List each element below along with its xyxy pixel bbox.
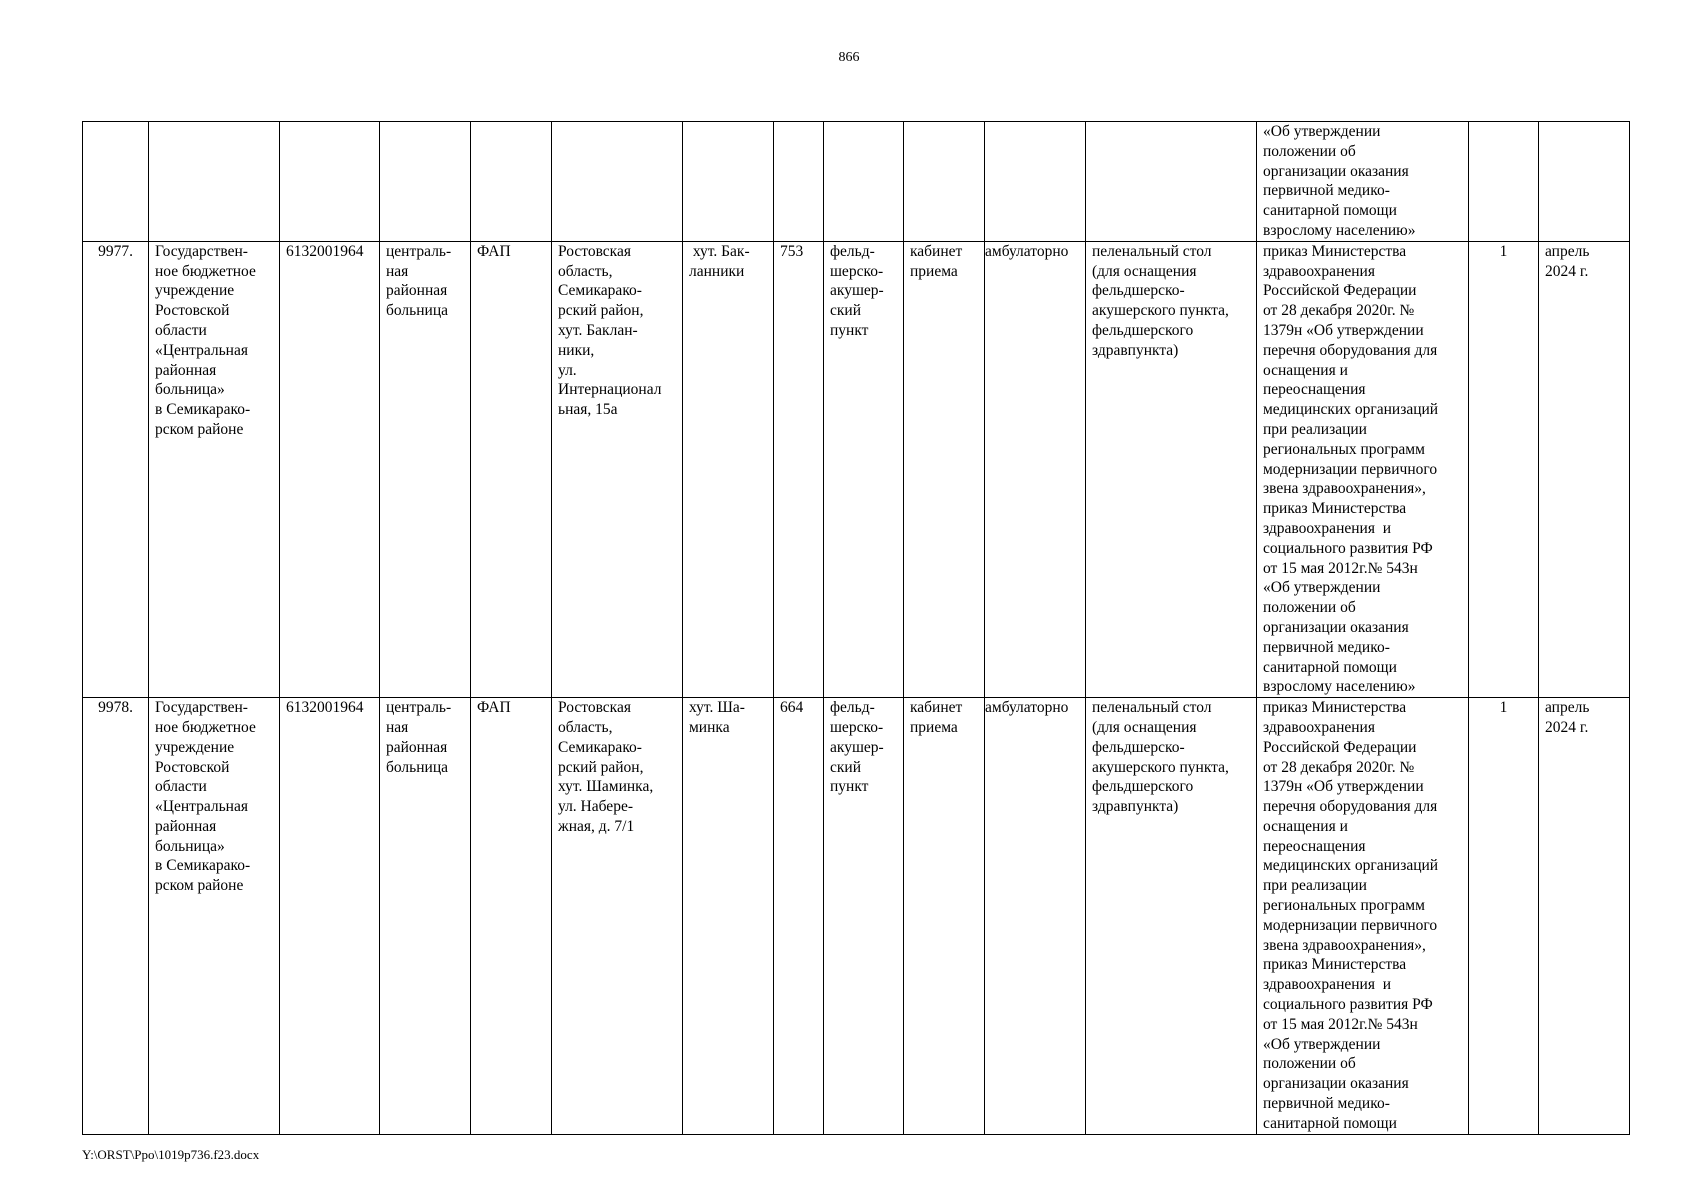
text-line: больница» — [155, 837, 225, 855]
text-line: хут. Ша- — [689, 699, 745, 717]
cell-quantity: 1 — [1469, 241, 1539, 697]
text-line: медицинских организаций — [1263, 401, 1439, 419]
text-line: первичной медико- — [1263, 1095, 1390, 1113]
text-line: кабинет — [910, 699, 963, 717]
text-line: приказ Министерства — [1263, 956, 1407, 974]
text-line: медицинских организаций — [1263, 857, 1439, 875]
text-line: перечня оборудования для — [1263, 341, 1438, 359]
text-line: жная, д. 7/1 — [558, 817, 635, 835]
text-line: учреждение — [155, 738, 235, 756]
text-line: положении об — [1263, 1055, 1356, 1073]
text-line: первичной медико- — [1263, 182, 1390, 200]
text-line: положении об — [1263, 142, 1356, 160]
text-line: «Об утверждении — [1263, 123, 1381, 140]
cell-type — [380, 241, 471, 697]
text-line: от 15 мая 2012г.№ 543н — [1263, 1015, 1418, 1033]
text-line: централь- — [386, 699, 452, 717]
text-line: фельд- — [830, 699, 875, 717]
continuation-row — [83, 122, 1630, 242]
text-line: апрель — [1545, 699, 1590, 717]
text-line: рский район, — [558, 302, 644, 320]
text-line: фельдшерского — [1092, 778, 1194, 796]
text-line: здравоохранения и — [1263, 519, 1392, 537]
text-line: в Семикарако- — [155, 401, 251, 419]
text-line: «Об утверждении — [1263, 579, 1381, 597]
text-line: «Центральная — [155, 341, 248, 359]
text-line: фельдшерско- — [1092, 738, 1185, 756]
cell-equipment — [1086, 698, 1257, 1135]
text-line: от 15 мая 2012г.№ 543н — [1263, 559, 1418, 577]
text-line: организации оказания — [1263, 1075, 1409, 1093]
text-line: приказ Министерства — [1263, 500, 1407, 518]
text-line: от 28 декабря 2020г. № — [1263, 758, 1415, 776]
cell-settlement — [683, 698, 774, 1135]
text-line: фельд- — [830, 242, 875, 260]
text-line: пеленальный стол — [1092, 699, 1212, 717]
text-line: районная — [386, 282, 448, 300]
text-line: ский — [830, 302, 861, 320]
text-line: шерско- — [830, 718, 884, 736]
text-line: область, — [558, 262, 613, 280]
text-line: санитарной помощи — [1263, 202, 1397, 220]
cell-care-form — [985, 122, 1086, 242]
text-line: больница» — [155, 381, 225, 399]
text-line: ул. Набере- — [558, 798, 633, 816]
text-line: Государствен- — [155, 699, 248, 717]
text-line: районная — [155, 817, 217, 835]
cell-institution — [149, 698, 280, 1135]
text-line: 1379н «Об утверждении — [1263, 321, 1424, 339]
text-line: организации оказания — [1263, 162, 1409, 180]
text-line: приказ Министерства — [1263, 242, 1407, 260]
equipment-registry-table — [82, 121, 1630, 1135]
text-line: Ростовской — [155, 302, 230, 320]
cell-institution — [149, 122, 280, 242]
text-line: «Центральная — [155, 798, 248, 816]
text-line: ное бюджетное — [155, 718, 256, 736]
cell-type — [380, 698, 471, 1135]
cell-facility — [824, 698, 904, 1135]
text-line: перечня оборудования для — [1263, 798, 1438, 816]
text-line: в Семикарако- — [155, 857, 251, 875]
cell-address — [552, 122, 683, 242]
cell-document — [1257, 122, 1469, 242]
text-line: рском районе — [155, 420, 244, 438]
text-line: минка — [689, 718, 730, 736]
text-line: акушер- — [830, 282, 884, 300]
cell-unit: ФАП — [471, 241, 552, 697]
text-line: при реализации — [1263, 420, 1367, 438]
cell-care-form: амбулаторно — [985, 698, 1086, 1135]
cell-institution — [149, 241, 280, 697]
text-line: (для оснащения — [1092, 262, 1197, 280]
text-line: Интернационал — [558, 381, 662, 399]
text-line: пункт — [830, 321, 869, 339]
text-line: социального развития РФ — [1263, 539, 1433, 557]
cell-unit: ФАП — [471, 698, 552, 1135]
text-line: модернизации первичного — [1263, 916, 1438, 934]
cell-document — [1257, 698, 1469, 1135]
text-line: положении об — [1263, 599, 1356, 617]
cell-inn — [280, 122, 380, 242]
text-line: хут. Бак- — [689, 242, 750, 260]
text-line: Российской Федерации — [1263, 282, 1417, 300]
text-line: модернизации первичного — [1263, 460, 1438, 478]
text-line: больница — [386, 302, 448, 320]
text-line: звена здравоохранения», — [1263, 936, 1426, 954]
text-line: ьная, 15а — [558, 401, 618, 419]
cell-equipment — [1086, 241, 1257, 697]
text-line: здравоохранения — [1263, 718, 1375, 736]
cell-date — [1539, 698, 1630, 1135]
cell-room — [904, 122, 985, 242]
text-line: фельдшерско- — [1092, 282, 1185, 300]
cell-quantity: 1 — [1469, 698, 1539, 1135]
cell-inn: 6132001964 — [280, 698, 380, 1135]
text-line: ский — [830, 758, 861, 776]
text-line: региональных программ — [1263, 440, 1425, 458]
text-line: приказ Министерства — [1263, 699, 1407, 717]
text-line: здравпункта) — [1092, 341, 1179, 359]
text-line: кабинет — [910, 242, 963, 260]
text-line: области — [155, 778, 207, 796]
text-line: 2024 г. — [1545, 262, 1589, 280]
cell-date — [1539, 241, 1630, 697]
text-line: здравпункта) — [1092, 798, 1179, 816]
text-line: пункт — [830, 778, 869, 796]
text-line: оснащения и — [1263, 817, 1348, 835]
text-line: фельдшерского — [1092, 321, 1194, 339]
text-line: ная — [386, 262, 409, 280]
cell-room — [904, 698, 985, 1135]
text-line: взрослому населению» — [1263, 678, 1416, 696]
cell-address — [552, 241, 683, 697]
text-line: приема — [910, 718, 958, 736]
cell-inn: 6132001964 — [280, 241, 380, 697]
cell-date — [1539, 122, 1630, 242]
table-row — [83, 241, 1630, 697]
text-line: Государствен- — [155, 242, 248, 260]
text-line: звена здравоохранения», — [1263, 480, 1426, 498]
text-line: организации оказания — [1263, 618, 1409, 636]
text-line: районная — [155, 361, 217, 379]
row-number: 9978. — [83, 698, 149, 1135]
text-line: Ростовской — [155, 758, 230, 776]
text-line: хут. Шаминка, — [558, 778, 654, 796]
text-line: социального развития РФ — [1263, 996, 1433, 1014]
cell-population: 753 — [774, 241, 824, 697]
cell-address — [552, 698, 683, 1135]
cell-settlement — [683, 122, 774, 242]
text-line: области — [155, 321, 207, 339]
text-line: районная — [386, 738, 448, 756]
cell-equipment — [1086, 122, 1257, 242]
text-line: от 28 декабря 2020г. № — [1263, 302, 1415, 320]
cell-document — [1257, 241, 1469, 697]
text-line: санитарной помощи — [1263, 658, 1397, 676]
cell-facility — [824, 122, 904, 242]
text-line: учреждение — [155, 282, 235, 300]
text-line: Семикарако- — [558, 738, 642, 756]
text-line: область, — [558, 718, 613, 736]
cell-facility — [824, 241, 904, 697]
text-line: взрослому населению» — [1263, 221, 1416, 239]
text-line: акушерского пункта, — [1092, 758, 1229, 776]
cell-room — [904, 241, 985, 697]
footer-file-path: Y:\ORST\Ppo\1019p736.f23.docx — [82, 1147, 260, 1162]
text-line: ное бюджетное — [155, 262, 256, 280]
text-line: шерско- — [830, 262, 884, 280]
text-line: приема — [910, 262, 958, 280]
text-line: Российской Федерации — [1263, 738, 1417, 756]
text-line: оснащения и — [1263, 361, 1348, 379]
text-line: ники, — [558, 341, 595, 359]
cell-care-form: амбулаторно — [985, 241, 1086, 697]
cell-settlement — [683, 241, 774, 697]
text-line: переоснащения — [1263, 837, 1366, 855]
text-line: здравоохранения — [1263, 262, 1375, 280]
text-line: больница — [386, 758, 448, 776]
text-line: первичной медико- — [1263, 638, 1390, 656]
cell-unit — [471, 122, 552, 242]
text-line: «Об утверждении — [1263, 1035, 1381, 1053]
text-line: Ростовская — [558, 242, 631, 260]
text-line: ланники — [689, 262, 745, 280]
text-line: ул. — [558, 361, 577, 379]
text-line: ная — [386, 718, 409, 736]
text-line: при реализации — [1263, 877, 1367, 895]
table-row — [83, 698, 1630, 1135]
text-line: 2024 г. — [1545, 718, 1589, 736]
text-line: здравоохранения и — [1263, 976, 1392, 994]
text-line: хут. Баклан- — [558, 321, 638, 339]
text-line: переоснащения — [1263, 381, 1366, 399]
text-line: рском районе — [155, 877, 244, 895]
cell-population: 664 — [774, 698, 824, 1135]
page-number: 866 — [838, 50, 860, 65]
cell-number — [83, 122, 149, 242]
cell-type — [380, 122, 471, 242]
row-number: 9977. — [83, 241, 149, 697]
text-line: акушерского пункта, — [1092, 302, 1229, 320]
cell-quantity — [1469, 122, 1539, 242]
text-line: 1379н «Об утверждении — [1263, 778, 1424, 796]
text-line: Семикарако- — [558, 282, 642, 300]
text-line: акушер- — [830, 738, 884, 756]
text-line: Ростовская — [558, 699, 631, 717]
text-line: апрель — [1545, 242, 1590, 260]
text-line: пеленальный стол — [1092, 242, 1212, 260]
text-line: (для оснащения — [1092, 718, 1197, 736]
text-line: централь- — [386, 242, 452, 260]
text-line: санитарной помощи — [1263, 1114, 1397, 1132]
text-line: региональных программ — [1263, 897, 1425, 915]
cell-population — [774, 122, 824, 242]
text-line: рский район, — [558, 758, 644, 776]
